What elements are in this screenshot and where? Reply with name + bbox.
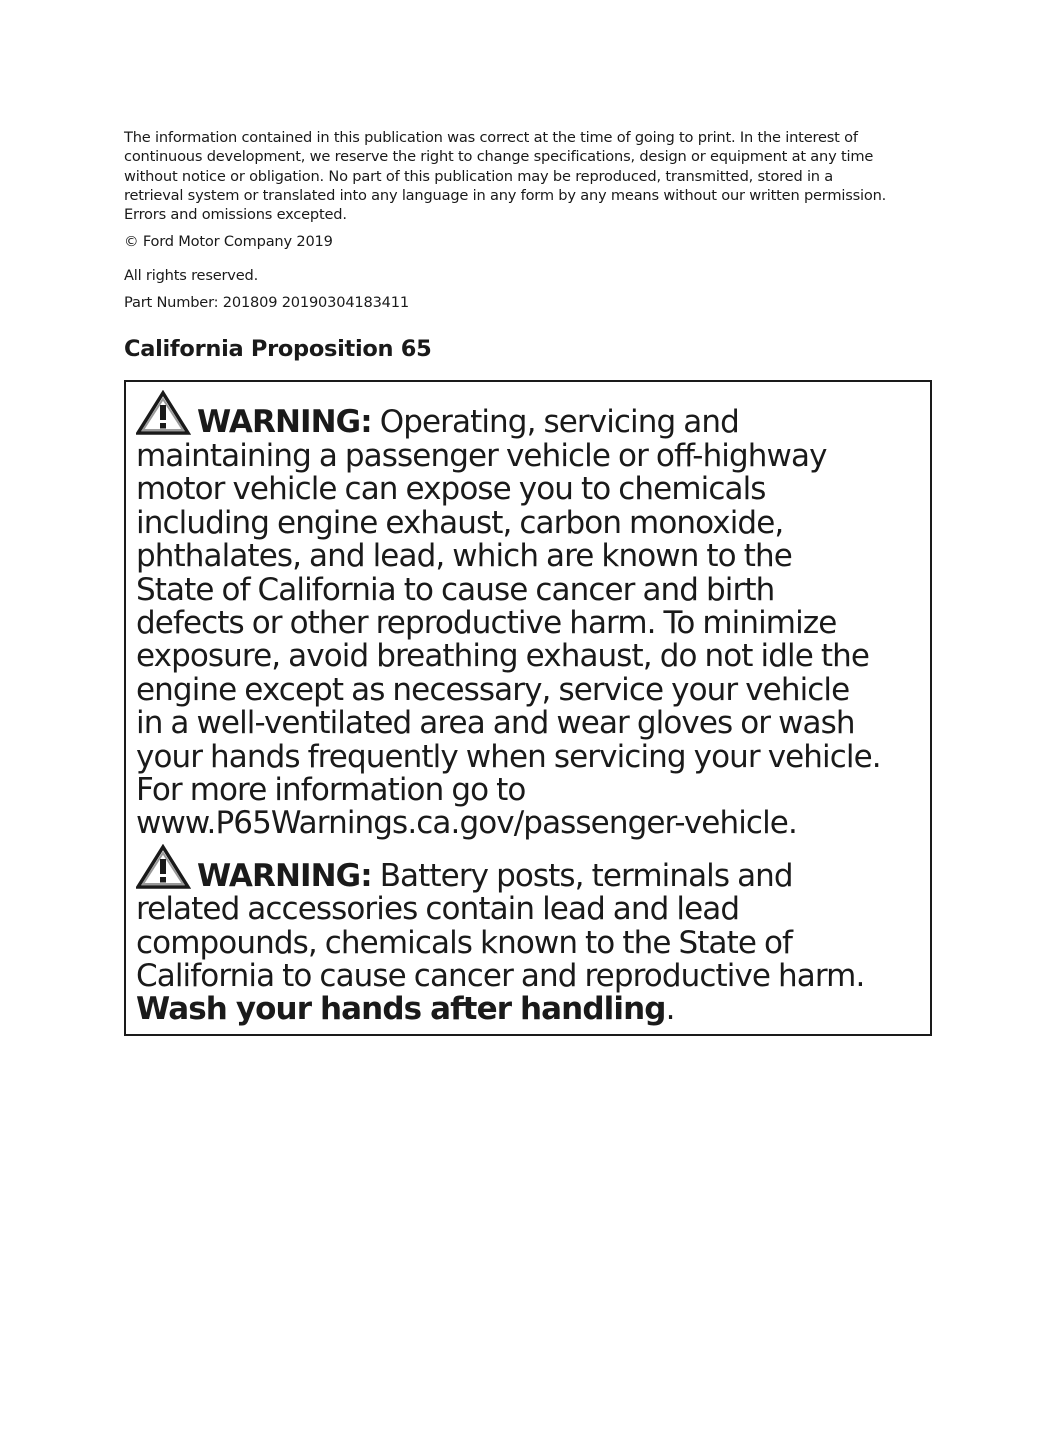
rights-notice: All rights reserved. xyxy=(124,267,259,285)
warning-emphasis-line xyxy=(136,993,922,1026)
warning-triangle-icon xyxy=(136,844,191,890)
warning-line: State of California to cause cancer and birth xyxy=(136,571,775,608)
warning-line: related accessories contain lead and lead xyxy=(136,891,740,928)
disclaimer-line: The information contained in this publication was correct at the time of going to print. In the interest of xyxy=(124,129,858,146)
warning-text: Operating, servicing and xyxy=(371,404,739,441)
warning-first-line xyxy=(136,390,922,439)
copyright-notice: © Ford Motor Company 2019 xyxy=(124,233,333,251)
warning-line: defects or other reproductive harm. To minimize xyxy=(136,604,837,641)
disclaimer-line: retrieval system or translated into any language in any form by any means without our written permission. xyxy=(124,186,887,204)
warning-exhaust xyxy=(136,390,922,840)
warning-label: WARNING: xyxy=(197,404,372,441)
warning-line: motor vehicle can expose you to chemicals xyxy=(136,471,766,508)
section-title: California Proposition 65 xyxy=(124,336,432,363)
document-page xyxy=(124,128,932,1036)
warning-battery xyxy=(136,844,922,1027)
warning-text: Battery posts, terminals and xyxy=(371,857,793,894)
warning-line: For more information go to xyxy=(136,771,526,808)
warning-triangle-icon xyxy=(136,390,191,436)
disclaimer-line: Errors and omissions excepted. xyxy=(124,206,347,224)
warning-line: California to cause cancer and reproductive harm. xyxy=(136,957,865,994)
disclaimer-line: without notice or obligation. No part of this publication may be reproduced, transmitted, stored in a xyxy=(124,167,834,185)
warning-emphasis-tail: . xyxy=(665,991,675,1028)
disclaimer-paragraph xyxy=(124,128,932,224)
warning-line: your hands frequently when servicing your vehicle. xyxy=(136,738,881,775)
warning-first-line xyxy=(136,844,922,893)
warning-line: exposure, avoid breathing exhaust, do not idle the xyxy=(136,638,870,675)
part-number: Part Number: 201809 20190304183411 xyxy=(124,294,409,312)
disclaimer-line: continuous development, we reserve the right to change specifications, design or equipment at any time xyxy=(124,148,874,166)
warning-box xyxy=(124,380,932,1035)
warning-label: WARNING: xyxy=(197,857,372,894)
warning-link-text: www.P65Warnings.ca.gov/passenger-vehicle. xyxy=(136,805,797,842)
warning-line: in a well-ventilated area and wear gloves or wash xyxy=(136,705,855,742)
warning-line: engine except as necessary, service your vehicle xyxy=(136,671,850,708)
warning-line: phthalates, and lead, which are known to the xyxy=(136,538,792,575)
warning-line: including engine exhaust, carbon monoxide, xyxy=(136,504,784,541)
warning-emphasis: Wash your hands after handling xyxy=(136,991,666,1028)
warning-line: maintaining a passenger vehicle or off-highway xyxy=(136,437,827,474)
warning-line: compounds, chemicals known to the State of xyxy=(136,924,793,961)
